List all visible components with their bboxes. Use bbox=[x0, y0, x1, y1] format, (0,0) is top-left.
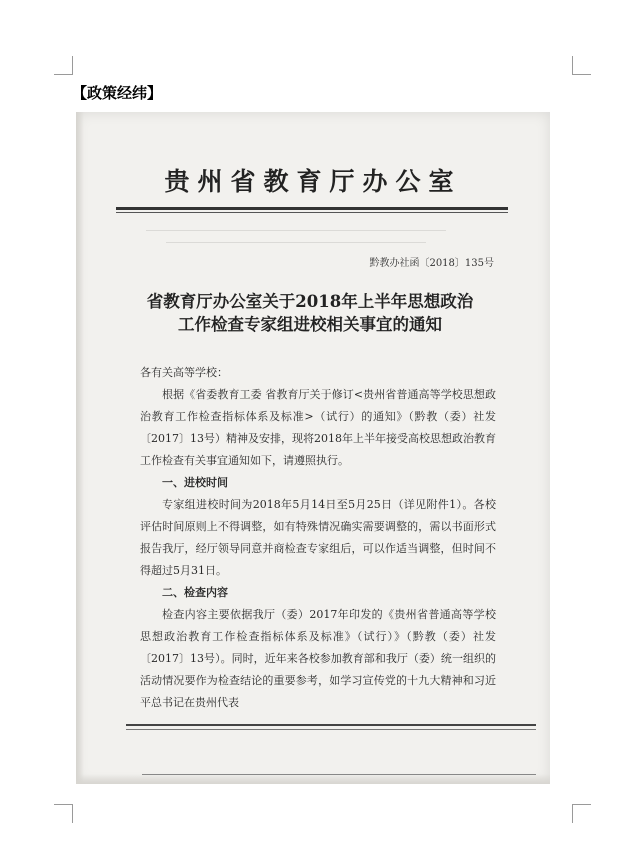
page-bottom-rule bbox=[142, 774, 536, 775]
crop-mark-top-right bbox=[572, 56, 591, 75]
section-2-text: 检查内容主要依据我厅（委）2017年印发的《贵州省普通高等学校思想政治教育工作检查指标体系及标准》（试行）》（黔教（委）社发〔2017〕13号）。同时，近年来各校参加教育部和我厅（委）统一组织的活动情况要作为检查结论的重要参考，如学习宣传党的十九大精神和习近平总书记在贵州代表 bbox=[140, 608, 496, 709]
scan-edge-left bbox=[76, 112, 84, 784]
crop-mark-top-left bbox=[54, 56, 73, 75]
document-body bbox=[140, 362, 496, 714]
document-number: 黔教办社函〔2018〕135号 bbox=[369, 258, 494, 269]
document-title bbox=[120, 290, 500, 336]
section-1-text: 专家组进校时间为2018年5月14日至5月25日（详见附件1）。各校评估时间原则上不得调整，如有特殊情况确实需要调整的，需以书面形式报告我厅，经厅领导同意并商检查专家组后，可以作适当调整，但时间不得超过5月31日。 bbox=[140, 498, 496, 577]
bleed-through-line bbox=[146, 230, 446, 231]
footer-rule-thin bbox=[126, 729, 536, 730]
scanned-document bbox=[76, 112, 550, 784]
letterhead-rule-thin bbox=[116, 212, 508, 213]
letterhead-rule bbox=[116, 207, 508, 210]
section-2-heading: 二、检查内容 bbox=[162, 586, 228, 599]
section-1-heading: 一、进校时间 bbox=[162, 476, 228, 489]
issuing-office-heading: 贵州省教育厅办公室 bbox=[164, 167, 462, 196]
scan-edge-bottom bbox=[76, 774, 550, 784]
document-title-line-2: 工作检查专家组进校相关事宜的通知 bbox=[178, 315, 442, 334]
crop-mark-bottom-right bbox=[572, 804, 591, 823]
section-tag: 【政策经纬】 bbox=[72, 84, 163, 102]
footer-rule bbox=[126, 724, 536, 726]
bleed-through-line bbox=[166, 242, 426, 243]
document-title-line-1: 省教育厅办公室关于2018年上半年思想政治 bbox=[146, 292, 474, 311]
intro-paragraph: 根据《省委教育工委 省教育厅关于修订<贵州省普通高等学校思想政治教育工作检查指标体系及标准>（试行）的通知》（黔教（委）社发〔2017〕13号）精神及安排，现将2018年上半年接受高校思想政治教育工作检查有关事宜通知如下，请遵照执行。 bbox=[140, 388, 496, 467]
salutation: 各有关高等学校： bbox=[140, 366, 228, 379]
crop-mark-bottom-left bbox=[54, 804, 73, 823]
